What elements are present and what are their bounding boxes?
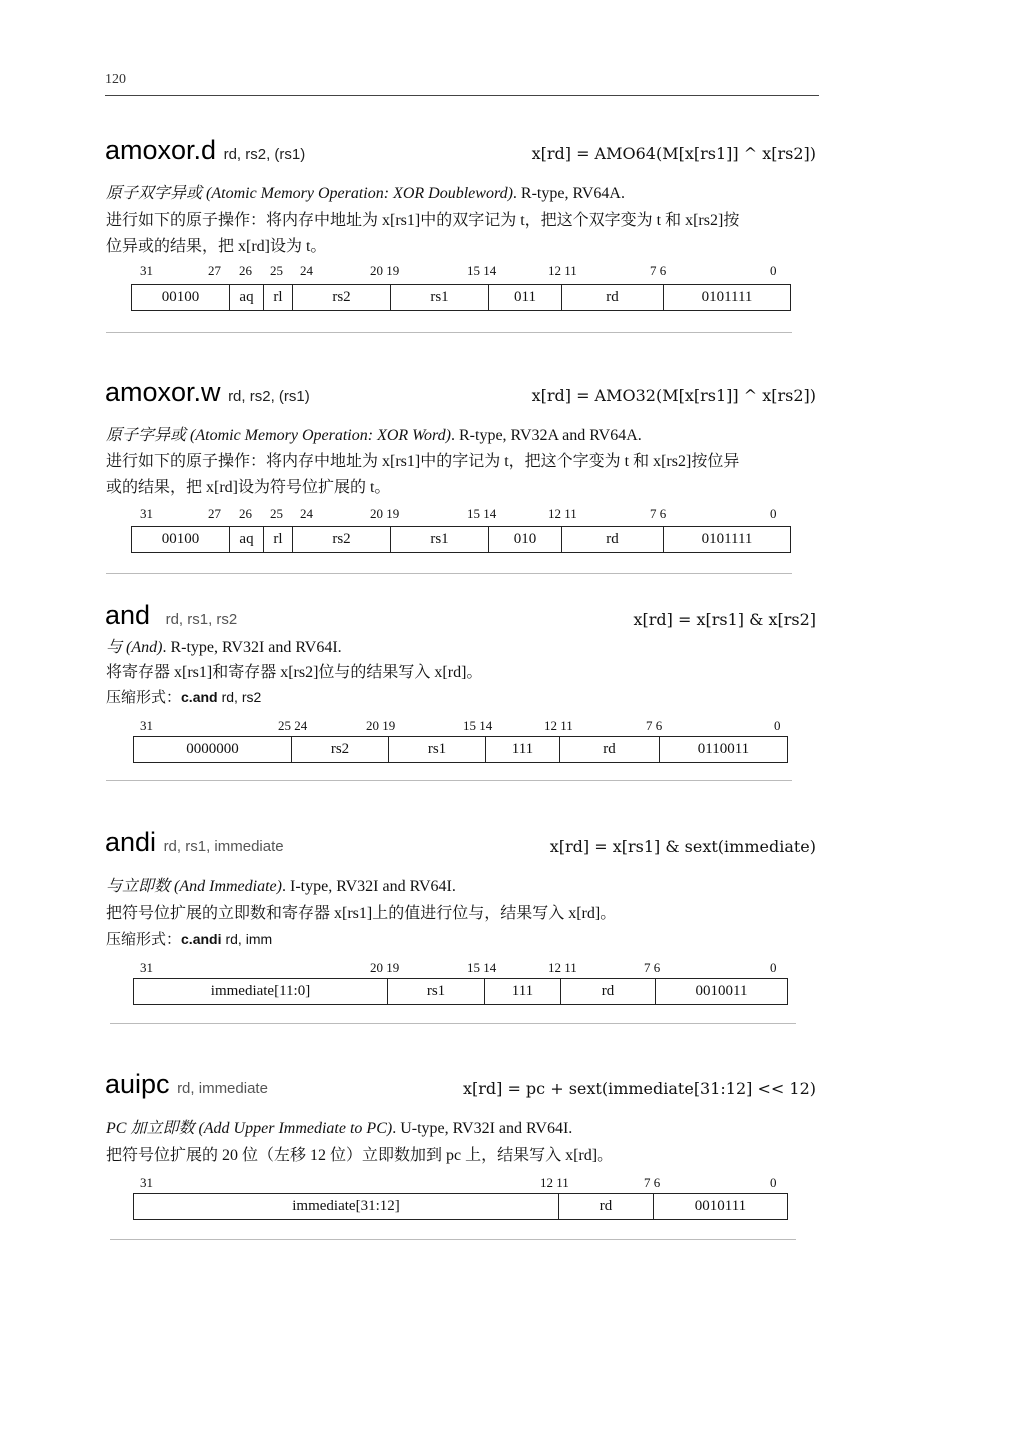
bit-index: 12 11 <box>540 1175 569 1190</box>
encoding-field: rd <box>559 1194 654 1220</box>
bit-index: 25 <box>270 506 283 521</box>
description-line: 把符号位扩展的立即数和寄存器 x[rs1]上的值进行位与，结果写入 x[rd]。 <box>106 905 617 922</box>
mnemonic: andi <box>105 827 157 857</box>
name-en: (And Immediate) <box>174 878 282 895</box>
encoding-field: rd <box>562 527 664 553</box>
bit-index: 7 6 <box>646 718 663 733</box>
encoding-field: aq <box>230 285 264 311</box>
mnemonic: auipc <box>105 1069 170 1099</box>
operands: rd, rs2, (rs1) <box>223 146 306 163</box>
encoding-table <box>133 978 788 1005</box>
encoding-field: rs1 <box>389 737 486 763</box>
encoding-field: 010 <box>489 527 562 553</box>
bit-index: 15 14 <box>467 263 497 278</box>
bit-index: 20 19 <box>370 960 400 975</box>
description-line: 把符号位扩展的 20 位（左移 12 位）立即数加到 pc 上，结果写入 x[rd]。 <box>106 1147 614 1164</box>
bit-index: 20 19 <box>370 506 400 521</box>
bit-index: 26 <box>239 506 252 521</box>
bit-index: 0 <box>770 263 777 278</box>
description-line: 进行如下的原子操作：将内存中地址为 x[rs1]中的字记为 t，把这个字变为 t 和 x[rs2]按位异 <box>106 453 740 470</box>
mnemonic: and <box>105 600 151 630</box>
bit-index: 15 14 <box>467 506 497 521</box>
bit-index: 31 <box>140 960 153 975</box>
encoding-field: aq <box>230 527 264 553</box>
encoding-table <box>133 1193 788 1220</box>
encoding-table <box>133 736 788 763</box>
bit-index: 15 14 <box>463 718 493 733</box>
encoding-field: 00100 <box>132 527 230 553</box>
section-divider <box>110 1239 796 1240</box>
bit-index: 25 24 <box>278 718 308 733</box>
operands: rd, rs2, (rs1) <box>228 388 310 405</box>
section-divider <box>106 332 792 333</box>
description-line: 将寄存器 x[rs1]和寄存器 x[rs2]位与的结果写入 x[rd]。 <box>106 664 483 681</box>
encoding-field: 0101111 <box>664 527 791 553</box>
encoding-field: rs2 <box>293 285 391 311</box>
encoding-field: rd <box>560 737 660 763</box>
encoding-field: 111 <box>486 737 560 763</box>
bit-index: 0 <box>770 506 777 521</box>
bit-index: 7 6 <box>650 263 667 278</box>
formula: x[rd] = x[rs1] & x[rs2] <box>633 610 816 629</box>
encoding-field: rd <box>561 979 656 1005</box>
bit-index: 7 6 <box>644 1175 661 1190</box>
name-en: (Atomic Memory Operation: XOR Doubleword) <box>206 185 513 202</box>
description-line: 或的结果，把 x[rd]设为符号位扩展的 t。 <box>106 479 391 496</box>
encoding-field: 0000000 <box>134 737 292 763</box>
bit-index: 26 <box>239 263 252 278</box>
compressed-label: 压缩形式： <box>106 690 182 706</box>
name-zh: 与立即数 <box>106 878 171 895</box>
bit-index: 20 19 <box>370 263 400 278</box>
bit-index: 31 <box>140 263 153 278</box>
encoding-field: 0010111 <box>654 1194 788 1220</box>
name-zh: PC 加立即数 <box>106 1120 195 1137</box>
type-info: . R-type, RV32I and RV64I. <box>162 639 342 656</box>
name-zh: 原子双字异或 <box>106 185 203 202</box>
name-zh: 原子字异或 <box>106 427 187 444</box>
mnemonic: amoxor.w <box>105 377 221 407</box>
compressed-code: c.and <box>181 689 218 705</box>
encoding-table <box>131 526 791 553</box>
name-zh: 与 <box>106 639 123 656</box>
encoding-field: 011 <box>489 285 562 311</box>
formula: x[rd] = pc + sext(immediate[31:12] << 12) <box>462 1079 816 1098</box>
name-en: (And) <box>126 639 163 656</box>
header-rule <box>105 95 819 96</box>
encoding-field: 00100 <box>132 285 230 311</box>
bit-index: 15 14 <box>467 960 497 975</box>
section-divider <box>106 780 792 781</box>
encoding-field: 0101111 <box>664 285 791 311</box>
encoding-field: rl <box>264 527 293 553</box>
type-info: . R-type, RV32A and RV64A. <box>451 427 642 444</box>
compressed-label: 压缩形式： <box>106 932 182 948</box>
page-number: 120 <box>105 72 126 87</box>
bit-index: 31 <box>140 718 153 733</box>
bit-index: 12 11 <box>548 960 577 975</box>
bit-index: 24 <box>300 263 313 278</box>
bit-index: 12 11 <box>544 718 573 733</box>
encoding-field: rs2 <box>293 527 391 553</box>
formula: x[rd] = AMO64(M[x[rs1]] ^ x[rs2]) <box>531 144 816 163</box>
encoding-field: 0110011 <box>660 737 788 763</box>
bit-index: 24 <box>300 506 313 521</box>
encoding-field: immediate[31:12] <box>134 1194 559 1220</box>
section-divider <box>106 573 792 574</box>
bit-index: 0 <box>770 1175 777 1190</box>
type-info: . U-type, RV32I and RV64I. <box>392 1120 573 1137</box>
encoding-field: rs1 <box>391 527 489 553</box>
bit-index: 12 11 <box>548 506 577 521</box>
bit-index: 12 11 <box>548 263 577 278</box>
formula: x[rd] = x[rs1] & sext(immediate) <box>549 837 816 856</box>
encoding-field: immediate[11:0] <box>134 979 388 1005</box>
encoding-field: rs2 <box>292 737 389 763</box>
operands: rd, rs1, immediate <box>163 838 284 855</box>
formula: x[rd] = AMO32(M[x[rs1]] ^ x[rs2]) <box>531 386 816 405</box>
section-divider <box>110 1023 796 1024</box>
description-line: 位异或的结果，把 x[rd]设为 t。 <box>106 238 327 255</box>
type-info: . I-type, RV32I and RV64I. <box>281 878 456 895</box>
compressed-operands: rd, imm <box>225 931 273 947</box>
bit-index: 27 <box>208 263 221 278</box>
mnemonic: amoxor.d <box>105 135 217 165</box>
type-info: . R-type, RV64A. <box>512 185 625 202</box>
encoding-field: 0010011 <box>656 979 788 1005</box>
name-en: (Atomic Memory Operation: XOR Word) <box>190 427 451 444</box>
bit-index: 20 19 <box>366 718 396 733</box>
encoding-field: 111 <box>485 979 561 1005</box>
bit-index: 25 <box>270 263 283 278</box>
operands: rd, rs1, rs2 <box>165 611 238 628</box>
bit-index: 31 <box>140 1175 153 1190</box>
encoding-field: rl <box>264 285 293 311</box>
encoding-field: rs1 <box>391 285 489 311</box>
name-en: (Add Upper Immediate to PC) <box>198 1120 393 1137</box>
encoding-field: rs1 <box>388 979 485 1005</box>
bit-index: 7 6 <box>644 960 661 975</box>
compressed-code: c.andi <box>181 931 222 947</box>
bit-index: 31 <box>140 506 153 521</box>
encoding-table <box>131 284 791 311</box>
bit-index: 0 <box>770 960 777 975</box>
bit-index: 7 6 <box>650 506 667 521</box>
operands: rd, immediate <box>177 1080 268 1097</box>
description-line: 进行如下的原子操作：将内存中地址为 x[rs1]中的双字记为 t，把这个双字变为 t 和 x[rs2]按 <box>106 212 740 229</box>
bit-index: 27 <box>208 506 221 521</box>
bit-index: 0 <box>774 718 781 733</box>
encoding-field: rd <box>562 285 664 311</box>
compressed-operands: rd, rs2 <box>221 689 262 705</box>
